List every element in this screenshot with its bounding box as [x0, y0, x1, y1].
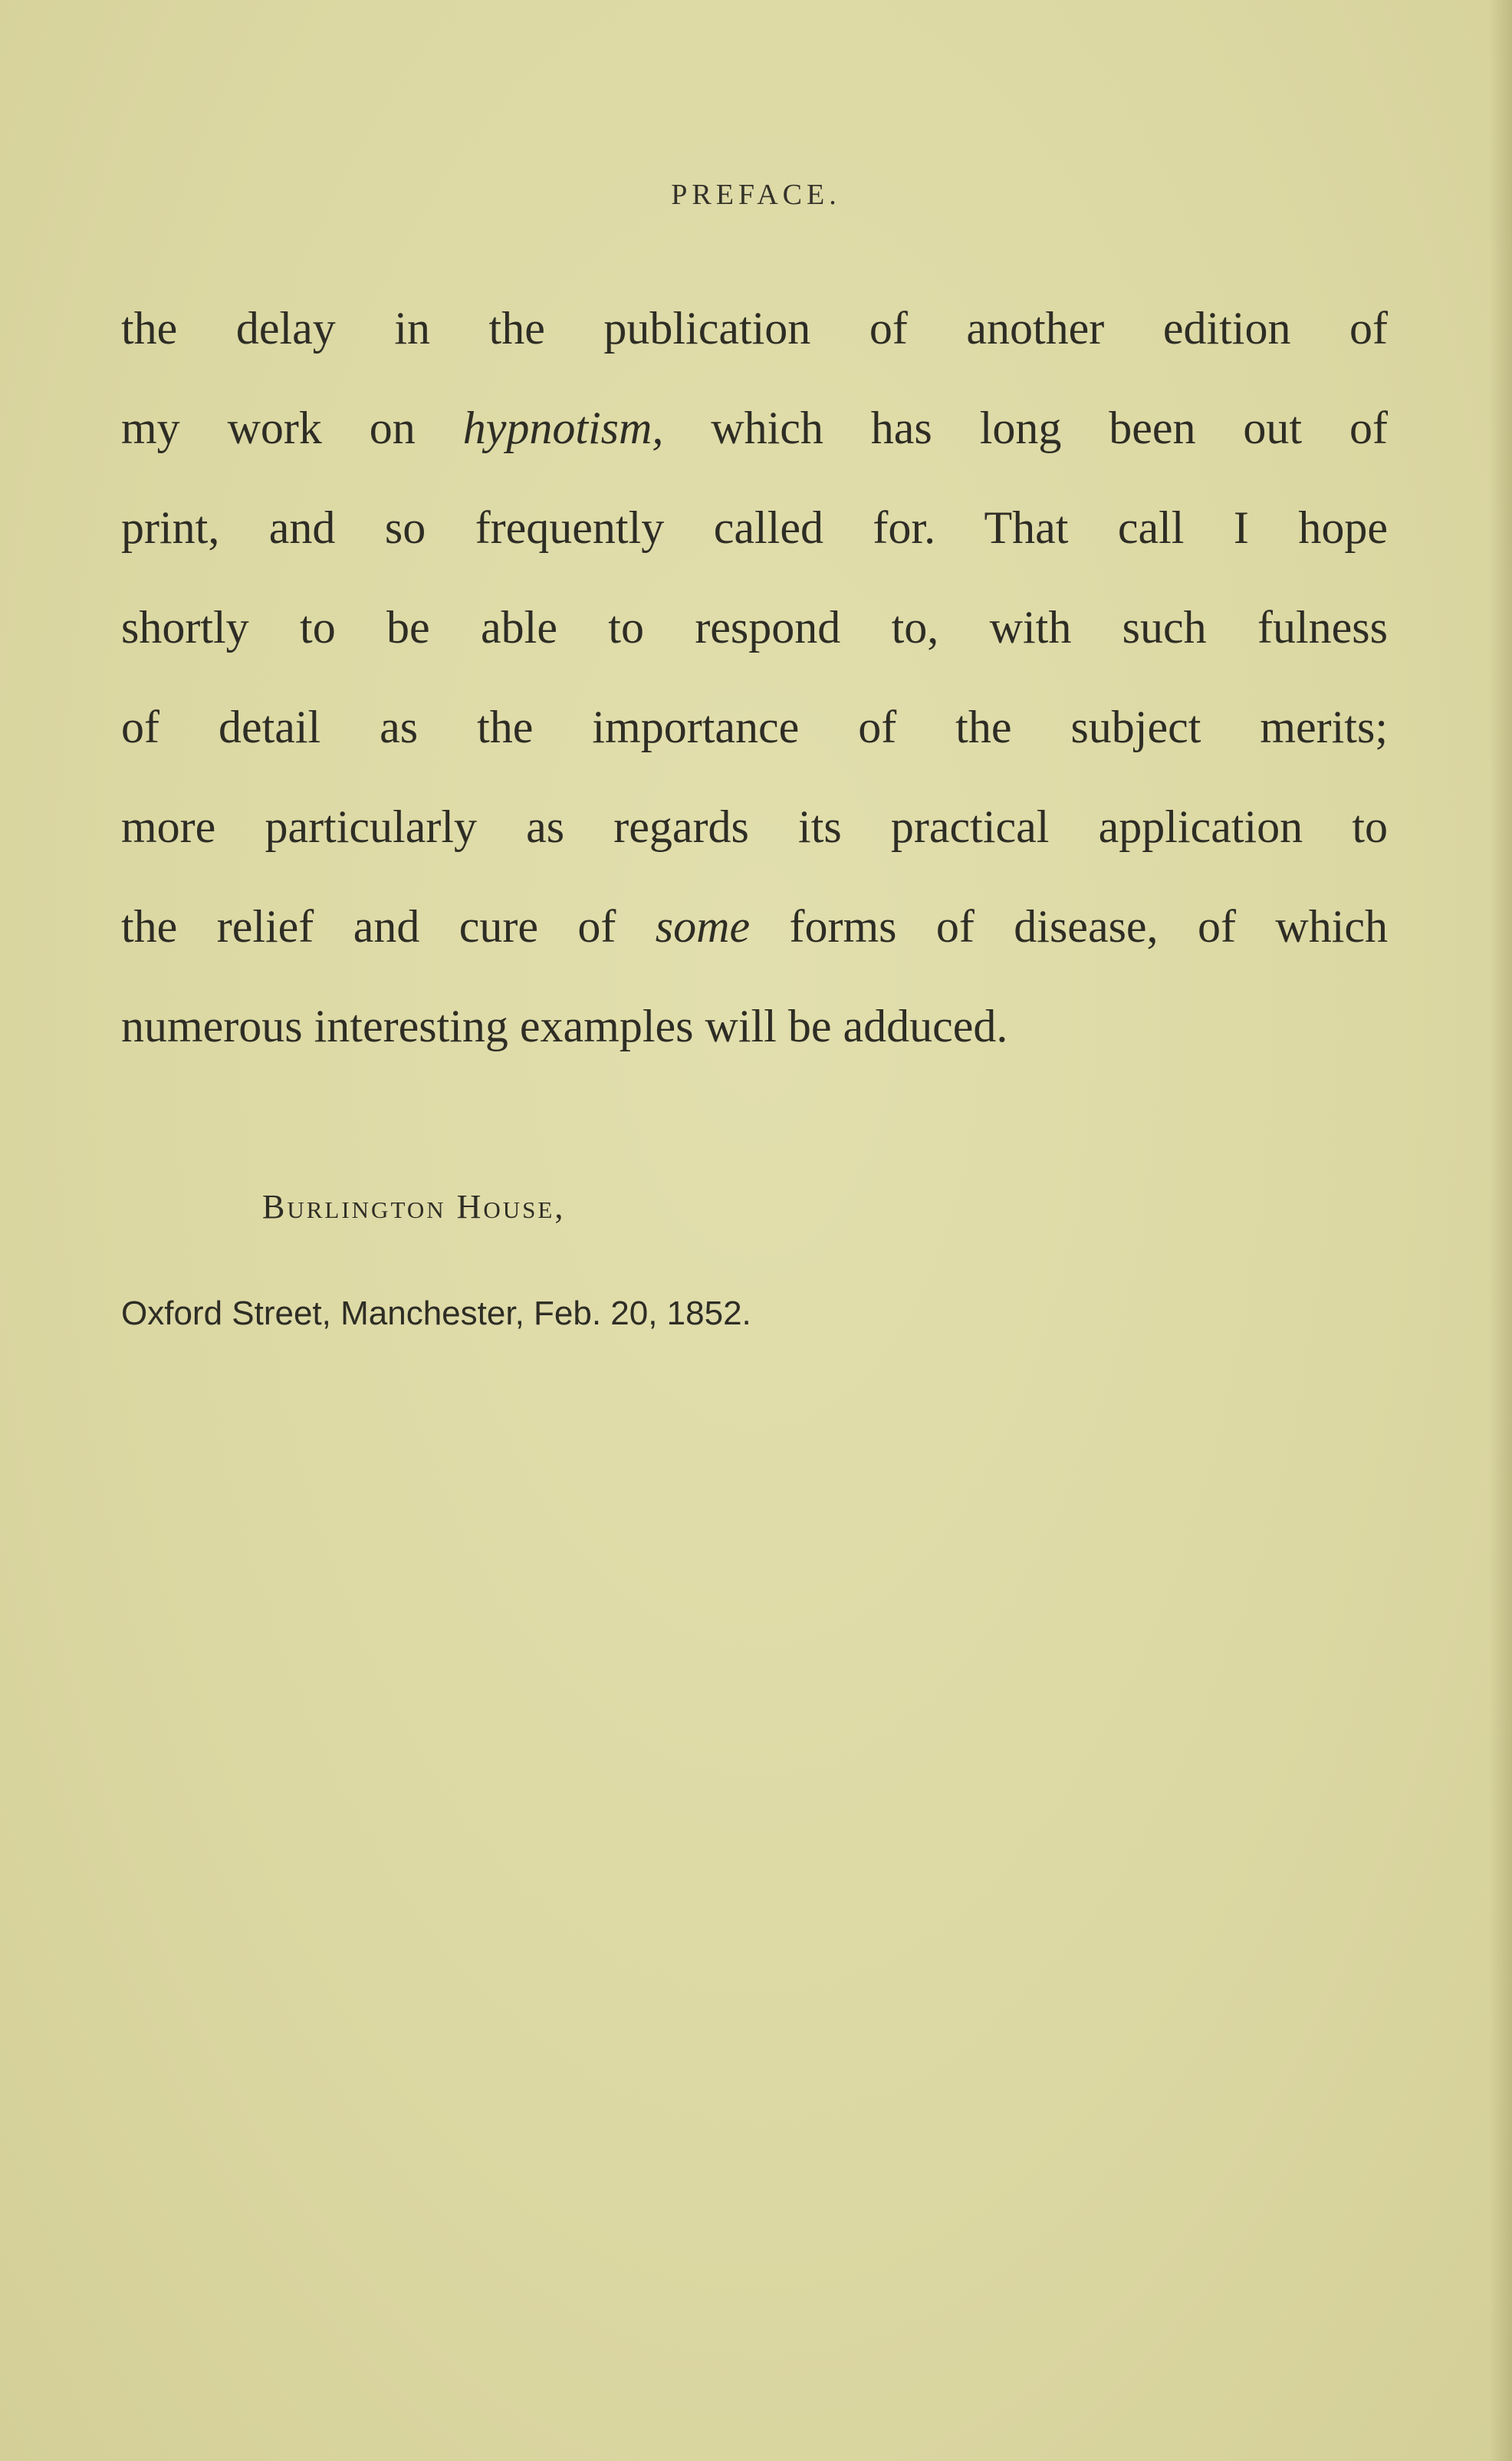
- text-line: more particularly as regards its practical application to: [121, 801, 1388, 852]
- preface-paragraph: [121, 290, 1388, 1087]
- signature-address: Oxford Street, Manchester, Feb. 20, 1852.: [121, 1295, 751, 1332]
- text-line: the relief and cure of some forms of disease, of which: [121, 901, 1388, 952]
- page-edge-shadow: [1489, 0, 1512, 2461]
- text-line: numerous interesting examples will be adduced.: [121, 1001, 1008, 1051]
- signature-place: Burlington House,: [262, 1188, 566, 1226]
- text-line: of detail as the importance of the subject merits;: [121, 702, 1388, 752]
- text-line: print, and so frequently called for. That call I hope: [121, 502, 1388, 553]
- italic-term: some: [655, 901, 751, 952]
- text-line: the delay in the publication of another edition of: [121, 303, 1388, 354]
- text-line: shortly to be able to respond to, with such fulness: [121, 602, 1388, 653]
- text-line: my work on hypnotism, which has long been out of: [121, 403, 1388, 453]
- italic-term: hypnotism,: [462, 403, 664, 453]
- running-title: PREFACE.: [671, 179, 841, 211]
